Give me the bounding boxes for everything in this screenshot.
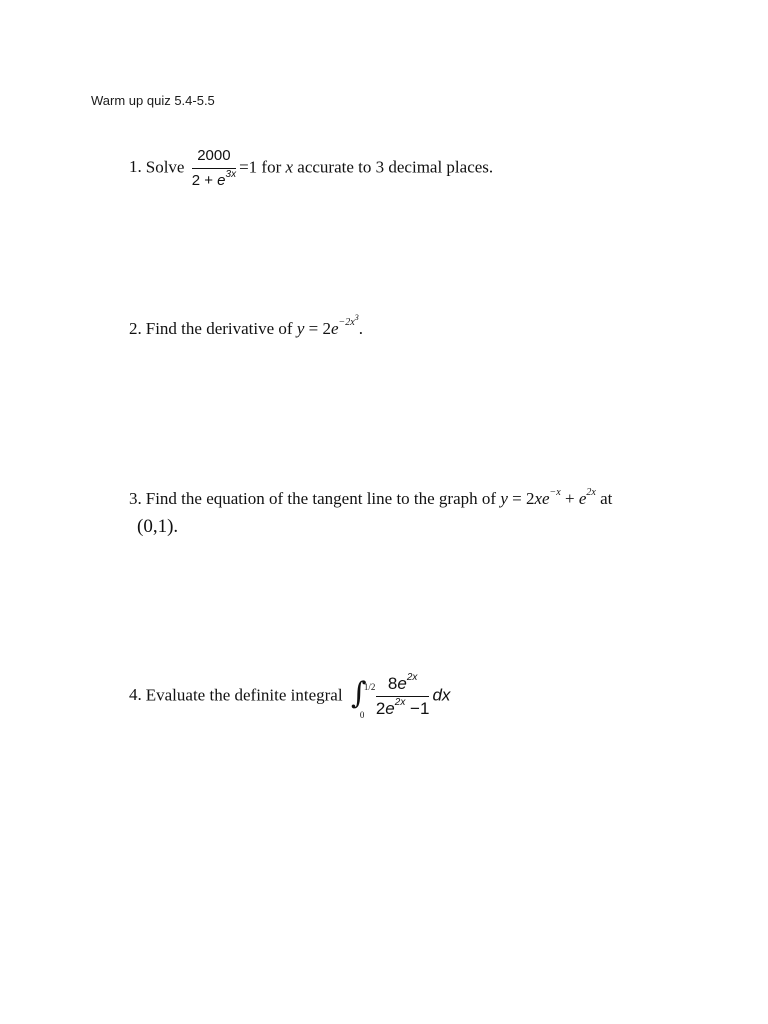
problem-4 xyxy=(129,674,450,719)
plus-sign: + xyxy=(560,489,579,508)
problem-number: 4. xyxy=(129,685,142,705)
denominator-e: e xyxy=(217,172,226,189)
base-e: e xyxy=(330,319,339,338)
integrand-fraction xyxy=(376,674,430,719)
problem-number: 2. xyxy=(129,319,142,338)
problem-number: 3. xyxy=(129,489,142,508)
variable-x: x xyxy=(285,157,294,177)
problem-lead: Find the equation of the tangent line to the graph of xyxy=(145,489,501,508)
exponent: −x xyxy=(549,487,561,499)
fraction xyxy=(192,146,236,191)
denominator xyxy=(376,697,430,719)
denominator-coefficient: 2 xyxy=(375,699,386,718)
exponent-power: 3 xyxy=(354,313,359,323)
numerator-e: e xyxy=(397,674,407,693)
equals-one: =1 xyxy=(239,157,258,177)
problem-2 xyxy=(129,313,363,339)
denominator xyxy=(192,169,236,191)
exponent-text: −2x xyxy=(338,317,355,329)
exponent: 2x xyxy=(586,487,596,499)
problem-1 xyxy=(129,146,493,191)
integral-glyph: ∫ xyxy=(350,675,367,711)
quiz-title: Warm up quiz 5.4-5.5 xyxy=(91,93,215,108)
denominator-exponent: 2x xyxy=(394,697,406,709)
variable-x: x xyxy=(534,489,542,508)
problem-lead: Solve xyxy=(145,157,185,177)
base-e: e xyxy=(578,489,587,508)
integral-upper-limit: 1/2 xyxy=(363,681,376,692)
integral-sign xyxy=(350,675,376,720)
problem-lead: Find the derivative of xyxy=(145,319,297,338)
problem-lead: Evaluate the definite integral xyxy=(145,685,347,705)
numerator-coefficient: 8 xyxy=(387,674,398,693)
numerator: 2000 xyxy=(192,146,236,169)
variable-y: y xyxy=(296,319,305,338)
problem-tail: . xyxy=(358,319,363,338)
problem-tail: accurate to 3 decimal places. xyxy=(293,157,494,177)
tangent-point: (0,1). xyxy=(137,516,179,537)
differential: dx xyxy=(432,685,451,705)
problem-number: 1. xyxy=(129,157,142,177)
exponent xyxy=(338,313,359,329)
problem-3 xyxy=(129,489,612,537)
denominator-exponent: 3x xyxy=(225,169,237,180)
denominator-tail: −1 xyxy=(405,699,430,718)
problem-mid: for xyxy=(257,157,286,177)
denominator-base: 2 + xyxy=(191,172,218,189)
numerator xyxy=(376,674,430,697)
base-e: e xyxy=(542,489,550,508)
denominator-e: e xyxy=(385,699,395,718)
problem-tail: at xyxy=(595,489,613,508)
equation-rhs: = 2 xyxy=(507,489,535,508)
numerator-exponent: 2x xyxy=(406,672,418,684)
variable-y: y xyxy=(500,489,508,508)
integral-lower-limit: 0 xyxy=(359,709,365,720)
equation-rhs: = 2 xyxy=(304,319,331,338)
